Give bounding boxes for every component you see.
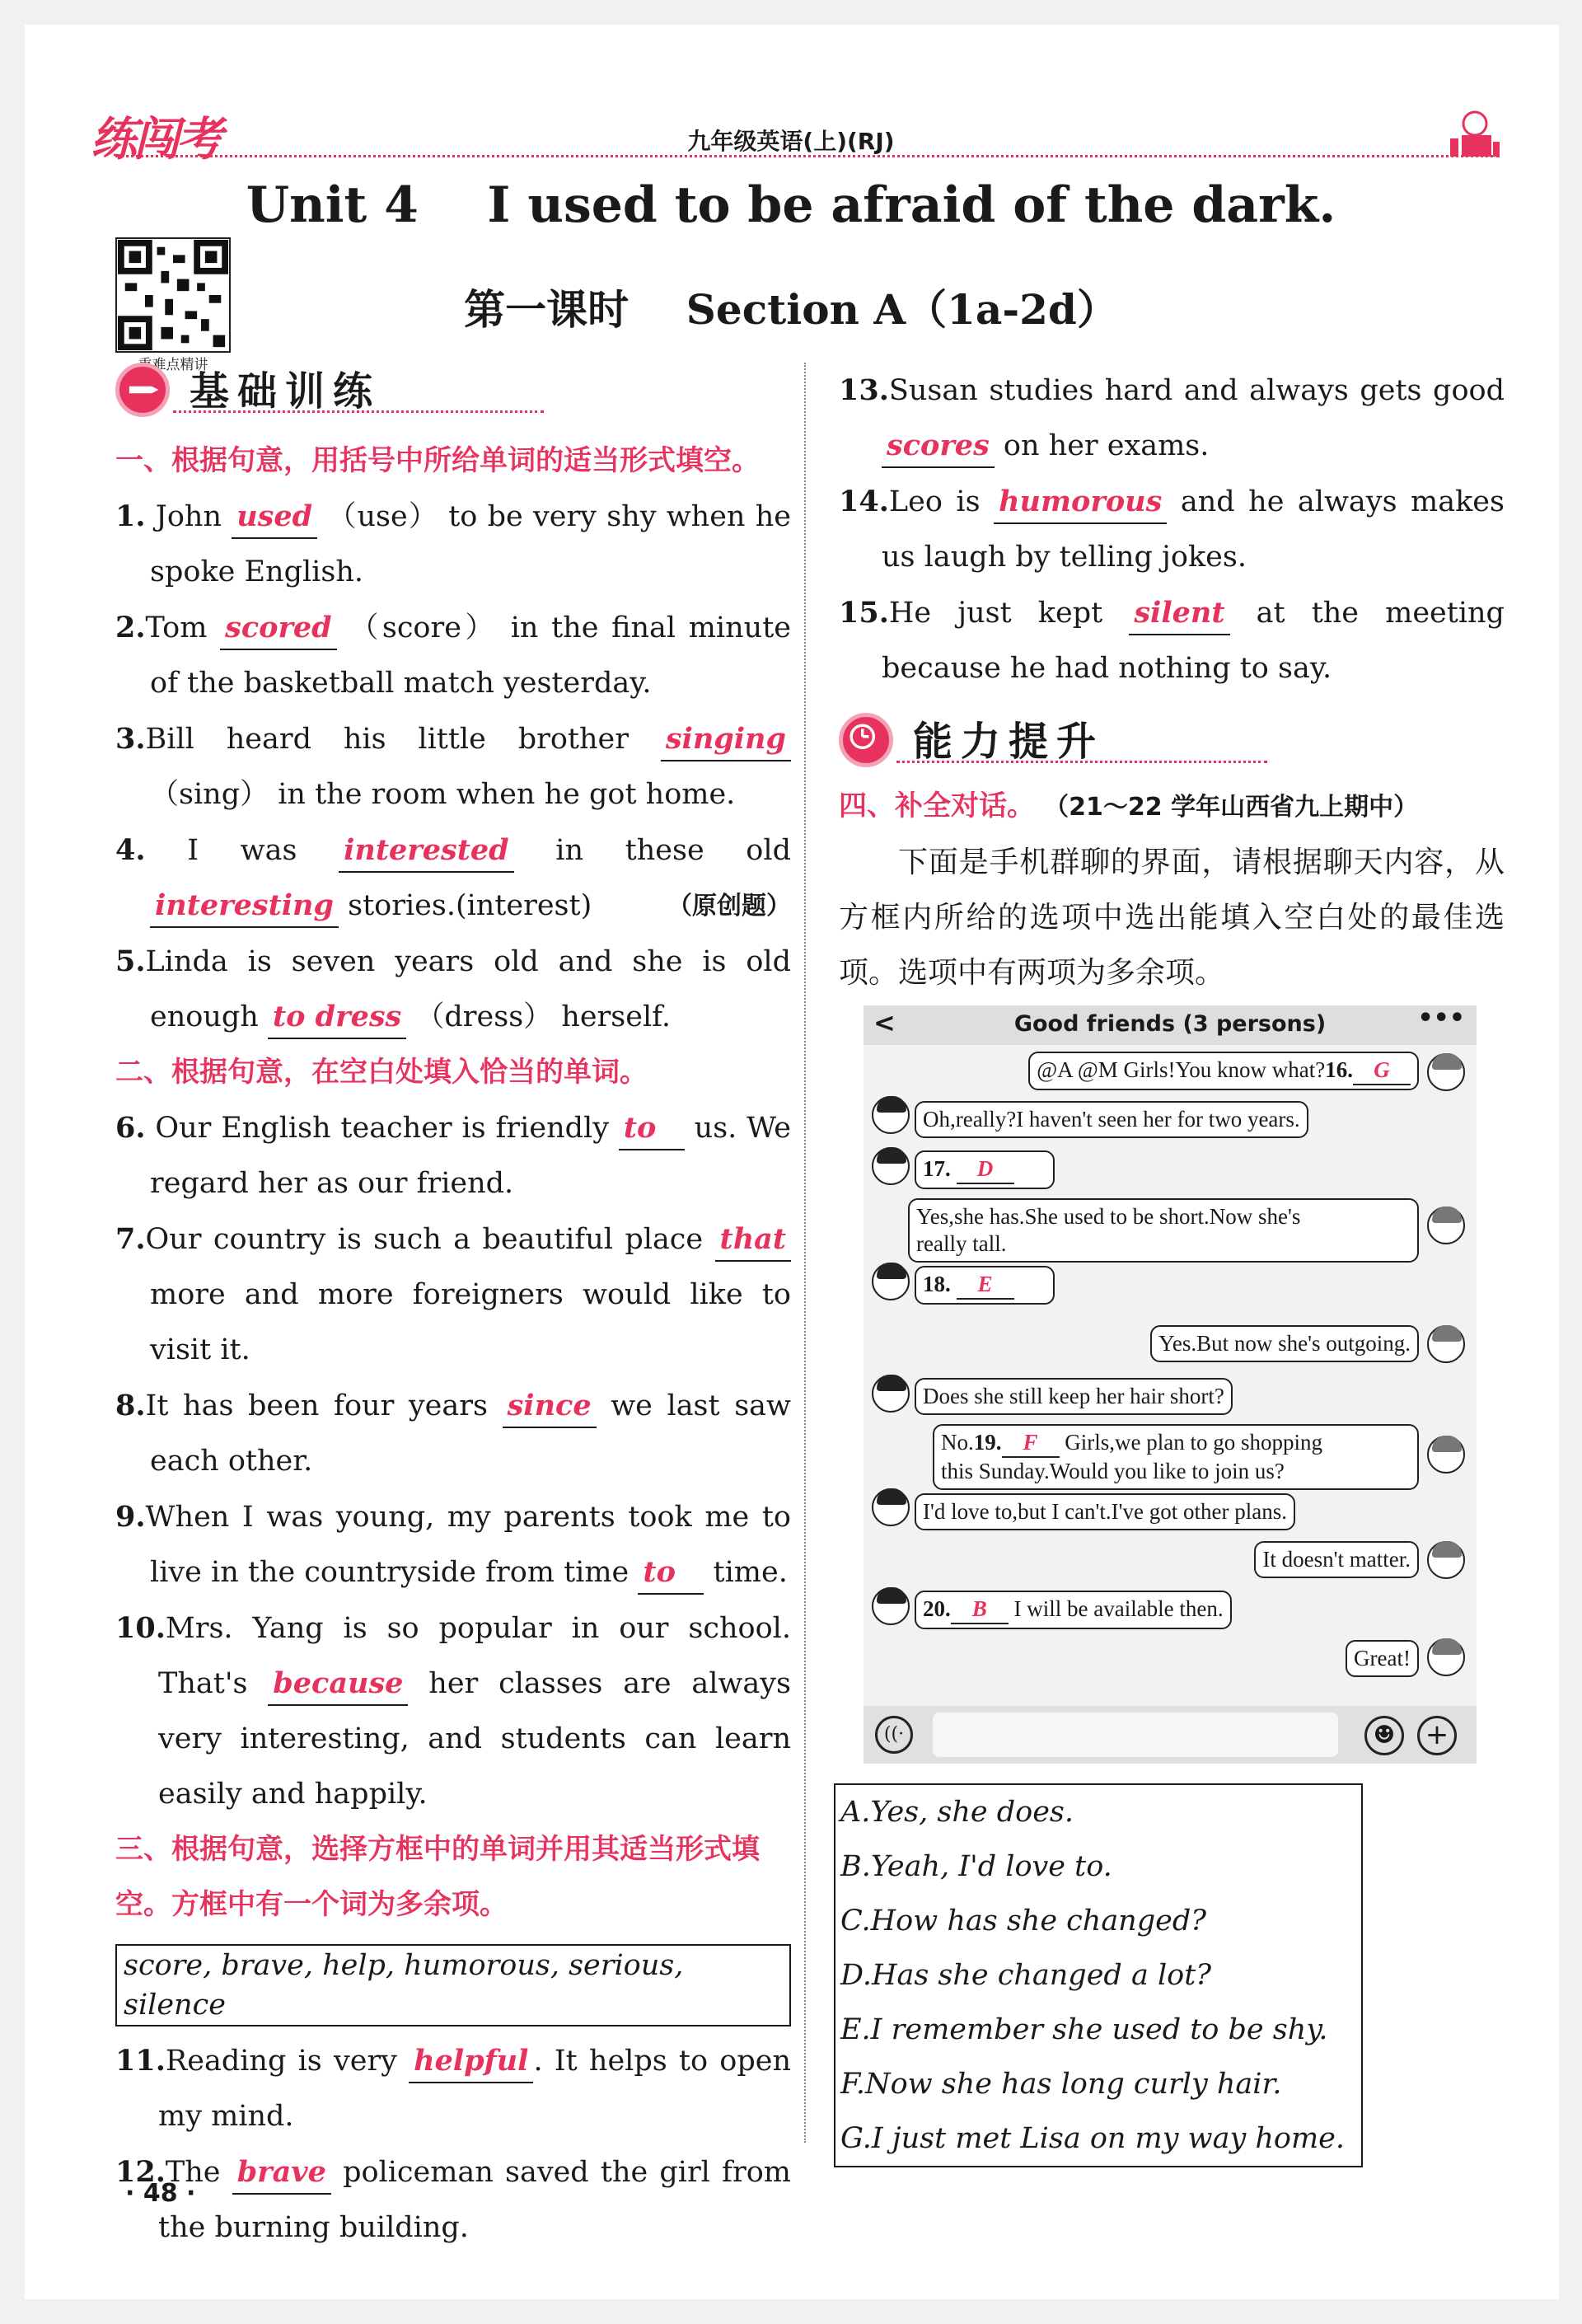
ability-banner bbox=[839, 713, 1267, 767]
answer-9: to bbox=[638, 1552, 704, 1595]
question-14: 14.Leo is humorous and he always makes us laugh by telling jokes. bbox=[839, 474, 1505, 585]
chat-message: Great! bbox=[1346, 1640, 1419, 1677]
option-c: C.How has she changed? bbox=[840, 1905, 1207, 1937]
avatar bbox=[872, 1488, 910, 1526]
answer-10: because bbox=[268, 1663, 408, 1706]
mascot-icon bbox=[1444, 107, 1501, 158]
answer-11: helpful bbox=[409, 2041, 533, 2083]
answer-6: to bbox=[619, 1108, 685, 1150]
part4-heading-line: 四、补全对话。 （21～22 学年山西省九上期中） bbox=[839, 790, 1419, 822]
right-column bbox=[839, 363, 1505, 1000]
part3-heading: 三、根据句意，选择方框中的单词并用其适当形式填空。方框中有一个词为多余项。 bbox=[115, 1833, 760, 1921]
question-10: 10.Mrs. Yang is so popular in our school. That's because her classes are always very interesting, and students can learn easily and happily. bbox=[115, 1611, 791, 1811]
page-number: · 48 · bbox=[125, 2179, 196, 2208]
chat-message: Oh,really?I haven't seen her for two years. bbox=[915, 1101, 1308, 1138]
more-icon[interactable]: ••• bbox=[1417, 1004, 1465, 1033]
answer-13: scores bbox=[882, 425, 995, 468]
question-4: 4. I was interested in these old interesting stories.(interest) （原创题） bbox=[115, 822, 791, 934]
chat-message: I'd love to,but I can't.I've got other plans. bbox=[915, 1493, 1295, 1530]
question-9: 9.When I was young, my parents took me to live in the countryside from time to time. bbox=[115, 1489, 791, 1600]
avatar bbox=[1427, 1207, 1465, 1244]
avatar bbox=[872, 1147, 910, 1185]
chat-input[interactable] bbox=[933, 1713, 1338, 1757]
banner-title: 能力提升 bbox=[913, 719, 1105, 765]
question-15: 15.He just kept silent at the meeting because he had nothing to say. bbox=[839, 585, 1505, 696]
part1-heading: 一、根据句意，用括号中所给单词的适当形式填空。 bbox=[115, 444, 760, 477]
basic-training-banner bbox=[115, 363, 544, 417]
avatar bbox=[1427, 1638, 1465, 1676]
voice-icon[interactable]: ((· bbox=[875, 1716, 913, 1754]
banner-title: 基础训练 bbox=[190, 368, 381, 415]
left-column bbox=[115, 368, 791, 2256]
emoji-icon[interactable]: ☻ bbox=[1364, 1716, 1404, 1755]
question-12: 12.The brave policeman saved the girl from the burning building. bbox=[115, 2144, 791, 2256]
answer-4a: interested bbox=[339, 830, 514, 873]
answer-3: singing bbox=[661, 719, 791, 761]
avatar bbox=[872, 1263, 910, 1300]
original-tag: （原创题） bbox=[667, 892, 791, 921]
book-title: 九年级英语(上)(RJ) bbox=[687, 128, 895, 155]
chat-window bbox=[864, 1005, 1477, 1764]
option-e: E.I remember she used to be shy. bbox=[840, 2013, 1328, 2046]
question-3: 3.Bill heard his little brother singing （sing） in the room when he got home. bbox=[115, 711, 791, 822]
section-title: 第一课时 Section A（1a-2d） bbox=[464, 285, 1118, 334]
word-box: score, brave, help, humorous, serious, silence bbox=[115, 1944, 791, 2026]
answer-14: humorous bbox=[994, 481, 1167, 524]
options-box bbox=[834, 1783, 1363, 2167]
answer-5: to dress bbox=[268, 996, 406, 1039]
chat-message-17: 17. D bbox=[915, 1150, 1055, 1189]
source-tag: （21～22 学年山西省九上期中） bbox=[1044, 793, 1419, 822]
option-f: F.Now she has long curly hair. bbox=[840, 2068, 1282, 2101]
answer-7: that bbox=[715, 1219, 791, 1262]
question-5: 5.Linda is seven years old and she is old enough to dress （dress） herself. bbox=[115, 934, 791, 1045]
chat-message-19: No.19. F Girls,we plan to go shopping this Sunday.Would you like to join us? bbox=[933, 1424, 1419, 1490]
question-8: 8.It has been four years since we last saw each other. bbox=[115, 1378, 791, 1489]
column-divider bbox=[804, 363, 806, 2143]
question-13: 13.Susan studies hard and always gets good scores on her exams. bbox=[839, 363, 1505, 474]
qr-caption: 重难点精讲 bbox=[138, 357, 208, 373]
question-11: 11.Reading is very helpful . It helps to open my mind. bbox=[115, 2033, 791, 2144]
unit-title: Unit 4 I used to be afraid of the dark. bbox=[246, 176, 1336, 234]
option-b: B.Yeah, I'd love to. bbox=[840, 1850, 1112, 1883]
answer-8: since bbox=[503, 1385, 597, 1428]
option-a: A.Yes, she does. bbox=[840, 1796, 1074, 1829]
chat-message-16: @A @M Girls!You know what?16. G bbox=[1028, 1052, 1419, 1090]
avatar bbox=[1427, 1436, 1465, 1474]
plus-icon[interactable]: + bbox=[1417, 1716, 1457, 1755]
chat-title: Good friends (3 persons) bbox=[1013, 1011, 1327, 1037]
option-d: D.Has she changed a lot? bbox=[840, 1959, 1212, 1992]
avatar bbox=[1427, 1053, 1465, 1091]
clock-icon bbox=[839, 713, 893, 767]
avatar bbox=[872, 1587, 910, 1625]
answer-1: used bbox=[232, 496, 317, 539]
chat-input-bar bbox=[864, 1706, 1477, 1764]
avatar bbox=[872, 1096, 910, 1134]
part4-intro: 下面是手机群聊的界面，请根据聊天内容，从方框内所给的选项中选出能填入空白处的最佳选项。选项中有两项为多余项。 bbox=[839, 846, 1505, 990]
chat-message: It doesn't matter. bbox=[1254, 1541, 1419, 1578]
question-1: 1. John used （use） to be very shy when he spoke English. bbox=[115, 489, 791, 600]
question-6: 6. Our English teacher is friendly to us. We regard her as our friend. bbox=[115, 1100, 791, 1211]
answer-12: brave bbox=[232, 2152, 331, 2195]
avatar bbox=[1427, 1325, 1465, 1363]
part2-heading: 二、根据句意，在空白处填入恰当的单词。 bbox=[115, 1056, 648, 1089]
option-g: G.I just met Lisa on my way home. bbox=[840, 2122, 1346, 2155]
header-divider bbox=[115, 155, 1500, 157]
question-2: 2.Tom scored （score） in the final minute of the basketball match yesterday. bbox=[115, 600, 791, 711]
chat-message: Yes.But now she's outgoing. bbox=[1150, 1325, 1419, 1362]
answer-15: silent bbox=[1129, 593, 1229, 635]
brand-logo: 练闯考 bbox=[91, 113, 219, 166]
chat-message: Yes,she has.She used to be short.Now she's really tall. bbox=[908, 1198, 1419, 1263]
chat-message: Does she still keep her hair short? bbox=[915, 1378, 1233, 1415]
question-7: 7.Our country is such a beautiful place that more and more foreigners would like to visit it. bbox=[115, 1211, 791, 1378]
chat-message-20: 20. B I will be available then. bbox=[915, 1591, 1232, 1629]
avatar bbox=[872, 1375, 910, 1413]
answer-2: scored bbox=[220, 607, 337, 650]
chat-header bbox=[864, 1005, 1477, 1045]
answer-4b: interesting bbox=[150, 885, 339, 928]
pencil-icon bbox=[115, 363, 170, 417]
qr-code-icon bbox=[115, 237, 231, 353]
avatar bbox=[1427, 1541, 1465, 1579]
chat-message-18: 18. E bbox=[915, 1266, 1055, 1305]
back-icon[interactable]: < bbox=[873, 1007, 896, 1038]
